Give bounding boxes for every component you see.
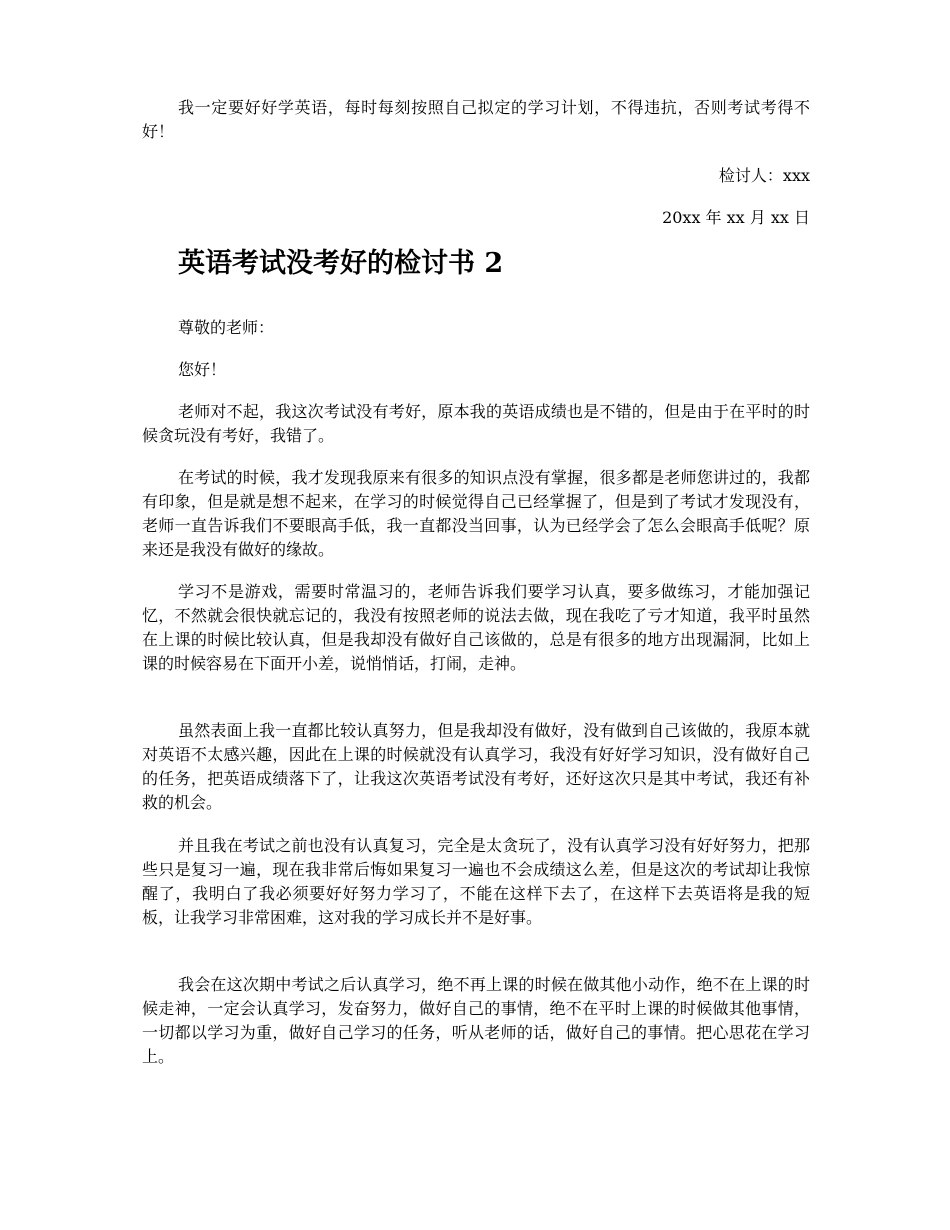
paragraph: 学习不是游戏，需要时常温习的，老师告诉我们要学习认真，要多做练习，才能加强记忆，不然就会很快就忘记的，我没有按照老师的说法去做，现在我吃了亏才知道，我平时虽然在上课的时候比较认真，但是我却没有做好自己该做的，总是有很多的地方出现漏洞，比如上课的时候容易在下面开小差，说悄悄话，打闹，走神。 [142,582,810,673]
signature-reviewer: 检讨人：xxx [718,166,810,185]
section-title: 英语考试没考好的检讨书 2 [178,248,504,279]
paragraph: 老师对不起，我这次考试没有考好，原本我的英语成绩也是不错的，但是由于在平时的时候贪玩没有考好，我错了。 [142,402,810,445]
salutation: 尊敬的老师： [178,318,275,337]
paragraph: 虽然表面上我一直都比较认真努力，但是我却没有做好，没有做到自己该做的，我原本就对英语不太感兴趣，因此在上课的时候就没有认真学习，我没有好好学习知识，没有做好自己的任务，把英语成绩落下了，让我这次英语考试没有考好，还好这次只是其中考试，我还有补救的机会。 [142,721,810,812]
greeting: 您好！ [178,360,227,379]
paragraph: 并且我在考试之前也没有认真复习，完全是太贪玩了，没有认真学习没有好好努力，把那些只是复习一遍，现在我非常后悔如果复习一遍也不会成绩这么差，但是这次的考试却让我惊醒了，我明白了我必须要好好努力学习了，不能在这样下去了，在这样下去英语将是我的短板，让我学习非常困难，这对我的学习成长并不是好事。 [142,836,810,927]
intro-paragraph: 我一定要好好学英语，每时每刻按照自己拟定的学习计划，不得违抗，否则考试考得不好！ [142,98,810,141]
paragraph: 在考试的时候，我才发现我原来有很多的知识点没有掌握，很多都是老师您讲过的，我都有印象，但是就是想不起来，在学习的时候觉得自己已经掌握了，但是到了考试才发现没有，老师一直告诉我们不要眼高手低，我一直都没当回事，认为已经学会了怎么会眼高手低呢？原来还是我没有做好的缘故。 [142,468,810,559]
paragraph: 我会在这次期中考试之后认真学习，绝不再上课的时候在做其他小动作，绝不在上课的时候走神，一定会认真学习，发奋努力，做好自己的事情，绝不在平时上课的时候做其他事情，一切都以学习为重，做好自己学习的任务，听从老师的话，做好自己的事情。把心思花在学习上。 [142,975,810,1066]
signature-date: 20xx 年 xx 月 xx 日 [662,208,810,227]
